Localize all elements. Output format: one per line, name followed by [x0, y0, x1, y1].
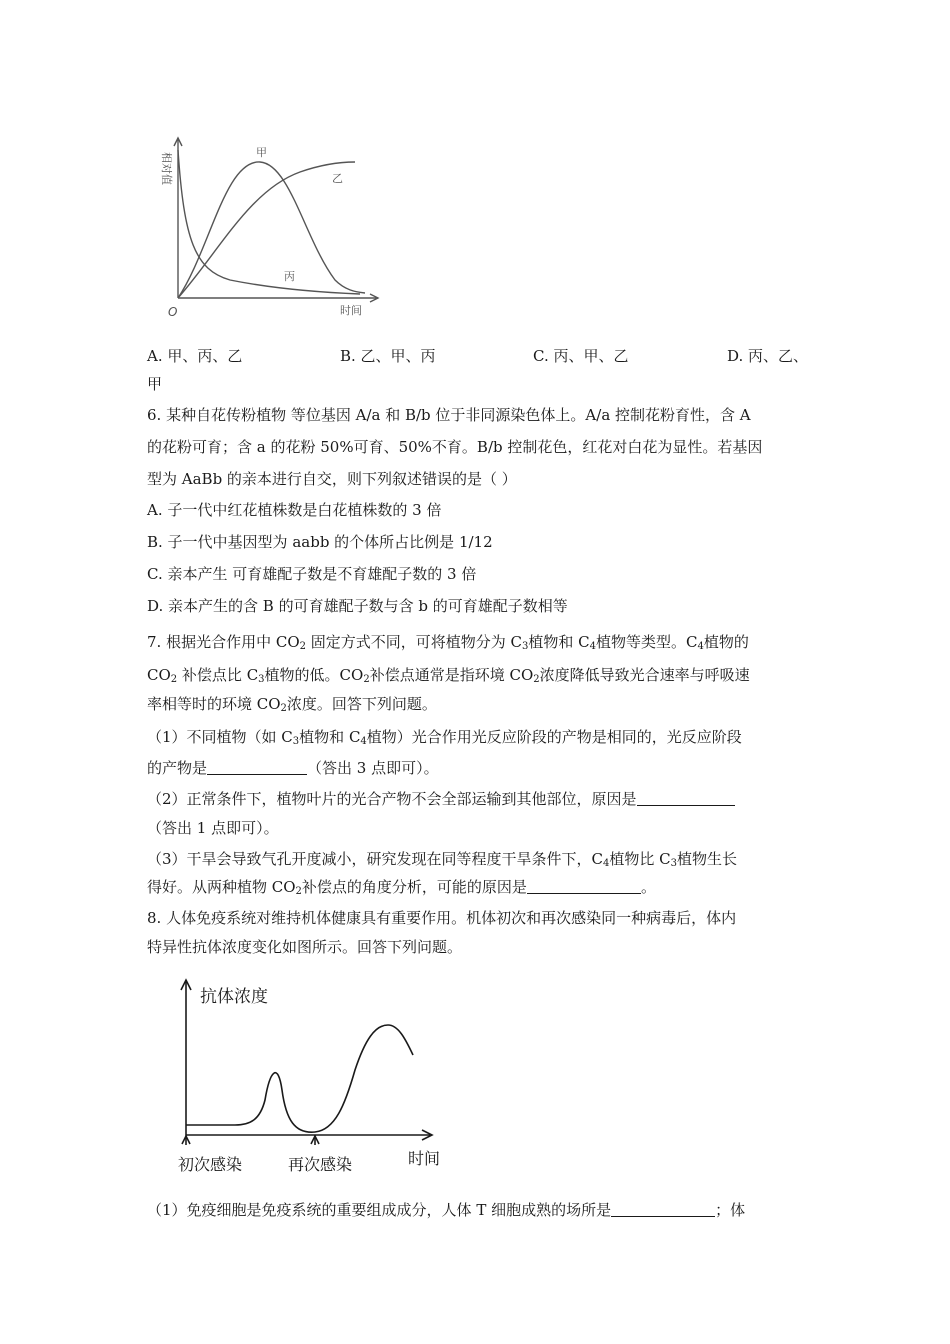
answer-blank[interactable]: [611, 1202, 715, 1217]
q6-stem-line3: 型为 AaBb 的亲本进行自交，则下列叙述错误的是（ ）: [147, 470, 517, 488]
q7-stem-line2: $CO_2$ 补偿点比 $C_3$植物的低。$CO_2$补偿点通常是指环境 $CO_2$浓度降低导致光合速率与呼吸速: [147, 666, 750, 685]
q5-option-b[interactable]: B. 乙、甲、丙: [340, 347, 436, 365]
q6-stem-line1: 6. 某种自花传粉植物 等位基因 A/a 和 B/b 位于非同源染色体上。A/a 控制花粉育性，含 A: [147, 406, 751, 424]
q5-option-d-cont: 甲: [147, 375, 163, 393]
q5-option-a[interactable]: A. 甲、丙、乙: [147, 347, 243, 365]
antibody-curve: [186, 1025, 413, 1132]
answer-blank[interactable]: [207, 760, 307, 775]
antibody-concentration-graph: [170, 970, 460, 1180]
relative-value-graph: [150, 130, 390, 320]
q7-part2-line1: （2）正常条件下，植物叶片的光合产物不会全部运输到其他部位，原因是: [147, 789, 735, 809]
answer-blank[interactable]: [637, 791, 735, 806]
q6-option-d[interactable]: D. 亲本产生的含 B 的可育雄配子数与含 b 的可育雄配子数相等: [147, 597, 568, 615]
q6-option-c[interactable]: C. 亲本产生 可育雄配子数是不育雄配子数的 3 倍: [147, 565, 477, 583]
y-axis-label: 抗体浓度: [200, 987, 268, 1007]
q7-part3-line2: 得好。从两种植物 $CO_2$补偿点的角度分析，可能的原因是 。: [147, 878, 656, 897]
label-jia: 甲: [256, 146, 267, 159]
q7-part1-line1: （1）不同植物（如 $C_3$植物和 $C_4$植物）光合作用光反应阶段的产物是相同的，光反应阶段: [147, 728, 742, 747]
q8-stem-line2: 特异性抗体浓度变化如图所示。回答下列问题。: [147, 938, 463, 956]
q7-part3-line1: （3）干旱会导致气孔开度减小，研究发现在同等程度干旱条件下，$C_4$植物比 $C_3$植物生长: [147, 850, 738, 869]
label-bing: 丙: [284, 270, 295, 283]
q5-option-c[interactable]: C. 丙、甲、乙: [533, 347, 629, 365]
y-axis-label: 相对值: [160, 152, 173, 185]
q6-option-b[interactable]: B. 子一代中基因型为 aabb 的个体所占比例是 1/12: [147, 533, 493, 551]
origin-label: O: [168, 305, 178, 319]
second-infection-label: 再次感染: [288, 1155, 353, 1174]
first-infection-label: 初次感染: [178, 1155, 243, 1174]
curve-yi: [178, 162, 355, 298]
q8-stem-line1: 8. 人体免疫系统对维持机体健康具有重要作用。机体初次和再次感染同一种病毒后，体内: [147, 909, 737, 927]
answer-blank[interactable]: [527, 879, 641, 894]
q5-option-d[interactable]: D. 丙、乙、: [727, 347, 809, 365]
q6-stem-line2: 的花粉可育；含 a 的花粉 50%可育、50%不育。B/b 控制花色，红花对白花为显性。若基因: [147, 438, 763, 456]
x-axis-label: 时间: [340, 304, 362, 317]
label-yi: 乙: [332, 172, 343, 185]
q7-part2-line2: （答出 1 点即可）。: [147, 819, 279, 837]
q7-stem-line1: 7. 根据光合作用中 $CO_2$ 固定方式不同，可将植物分为 $C_3$植物和 $C_4$植物等类型。$C_4$植物的: [147, 633, 749, 652]
q7-part1-line2: 的产物是 （答出 3 点即可）。: [147, 759, 439, 777]
x-axis-label: 时间: [408, 1149, 441, 1168]
q8-part1-line1: （1）免疫细胞是免疫系统的重要组成成分，人体 T 细胞成熟的场所是 ；体: [147, 1201, 746, 1219]
q7-stem-line3: 率相等时的环境 $CO_2$浓度。回答下列问题。: [147, 695, 437, 714]
q6-option-a[interactable]: A. 子一代中红花植株数是白花植株数的 3 倍: [147, 501, 442, 519]
